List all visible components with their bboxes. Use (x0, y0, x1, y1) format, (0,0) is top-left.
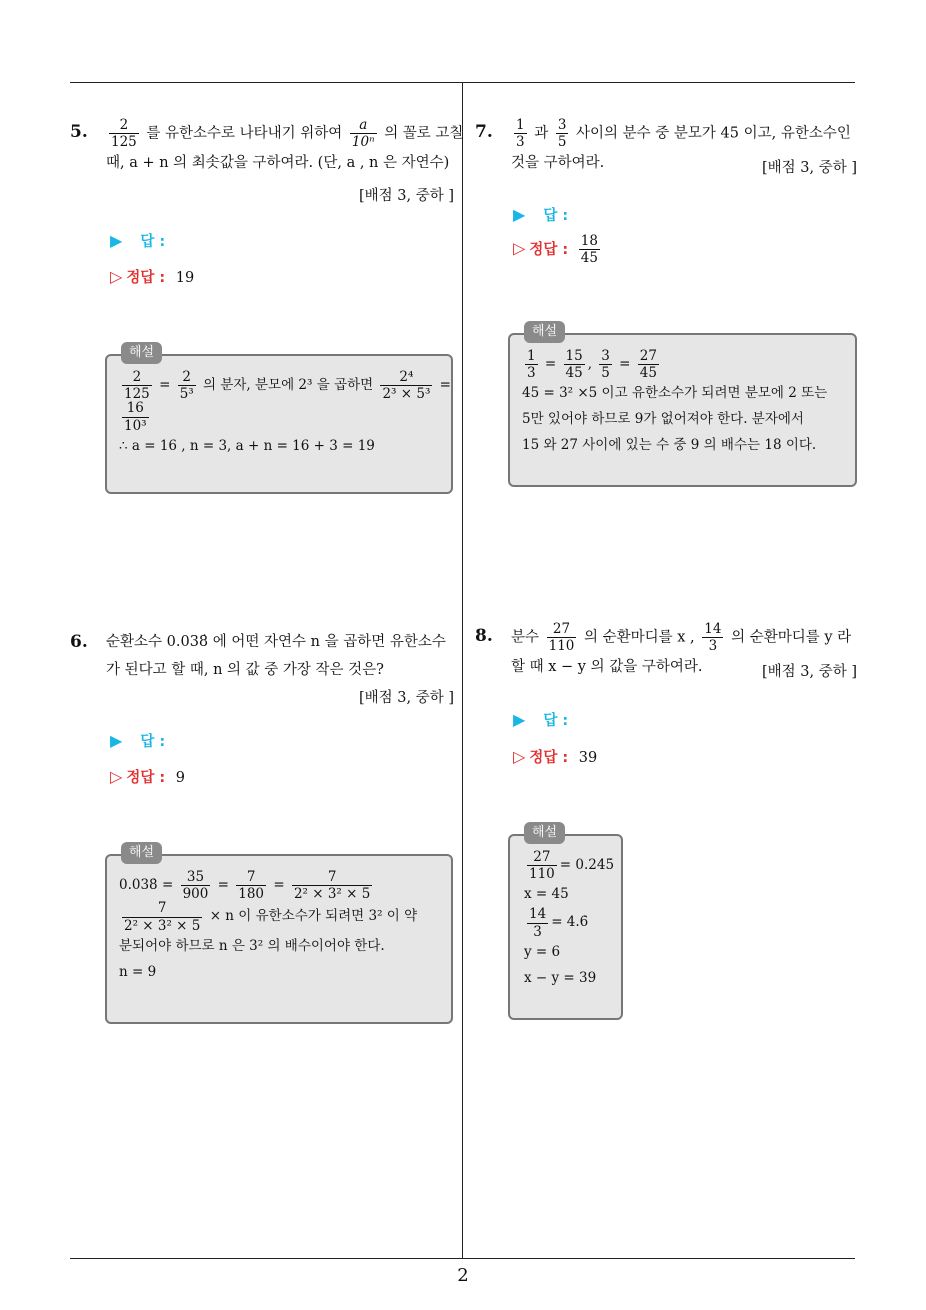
question-6 (70, 628, 454, 718)
page-number: 2 (457, 1265, 469, 1286)
answer-key-value: 9 (175, 770, 186, 786)
score-label: [배점 3, 중하 ] (358, 690, 454, 706)
play-triangle-icon: ▶ (513, 205, 526, 224)
score-label: [배점 3, 중하 ] (761, 160, 857, 176)
play-triangle-icon: ▶ (110, 731, 123, 750)
question-number: 6. (70, 632, 88, 652)
bottom-rule (70, 1258, 855, 1259)
question-text: $\frac{2}{125}$ 를 유한소수로 나타내기 위하여 $\frac{a}{\text{10ⁿ}}$ 의 꼴로 고칠 때, a + n 의 최솟값을 구하여라. (단, a , n 은 자연수) (106, 117, 464, 172)
question-number: 5. (70, 122, 88, 142)
outline-triangle-icon: ▷ (110, 267, 123, 286)
solution-box: 해설 $\frac{1}{3}$ = $\frac{15}{45}$ , $\frac{3}{5}$ = $\frac{27}{45}$ 45 = 3² ×5 이고 유한소수가 되려면 분모에 2 또는 5만 있어야 하므로 9가 없어져야 한다. 분자에서 15 와 27 사이에 있는 수 중 9 의 배수는 18 이다. (508, 333, 857, 487)
question-text: 순환소수 0.038̇ 에 어떤 자연수 n 을 곱하면 유한소수 가 된다고 할 때, n 의 값 중 가장 작은 것은? (106, 634, 446, 678)
answer-row: ▶ 답 : (513, 205, 569, 224)
outline-triangle-icon: ▷ (513, 238, 526, 258)
answer-key-value: $\frac{18}{45}$ (580, 233, 598, 267)
solution-box: 해설 $\frac{2}{125}$ = $\frac{2}{\text{5³}}$ 의 분자, 분모에 2³ 을 곱하면 $\frac{\text{2⁴}}{\text{2³ × 5³}}$ = $\frac{16}{\text{10³}}$ ∴ a = 16 , n = 3, a + n = 16 + 3 = 19 (105, 354, 453, 494)
answer-key-row: ▷ 정답 : 19 (110, 267, 195, 286)
solution-tag: 해설 (524, 822, 565, 844)
answer-key-value: 19 (175, 270, 195, 286)
question-5 (70, 117, 464, 208)
question-number: 7. (475, 122, 493, 142)
question-7 (475, 118, 857, 188)
fraction: $\frac{a}{\text{10ⁿ}}$ (351, 117, 375, 151)
score-label: [배점 3, 중하 ] (358, 188, 454, 204)
solution-tag: 해설 (121, 842, 162, 864)
solution-tag: 해설 (524, 321, 565, 343)
question-text: $\frac{1}{3}$ 과 $\frac{3}{5}$ 사이의 분수 중 분모가 45 이고, 유한소수인 것을 구하여라. (511, 117, 851, 172)
question-number: 8. (475, 626, 493, 646)
answer-key-value: 39 (578, 750, 598, 766)
play-triangle-icon: ▶ (110, 231, 123, 250)
play-triangle-icon: ▶ (513, 710, 526, 729)
answer-row: ▶ 답 : (110, 231, 166, 250)
solution-box: 해설 0.038̇ = $\frac{35}{900}$ = $\frac{7}{180}$ = $\frac{7}{\text{2² × 3² × 5}}$ $\frac{7}{\text{2² × 3² × 5}}$ × n 이 유한소수가 되려면 3² 이 약 분되어야 하므로 n 은 3² 의 배수이어야 한다. n = 9 (105, 854, 453, 1024)
outline-triangle-icon: ▷ (513, 747, 526, 766)
score-label: [배점 3, 중하 ] (761, 664, 857, 680)
question-text: 분수 $\frac{27}{110}$ 의 순환마디를 x , $\frac{14}{3}$ 의 순환마디를 y 라 할 때 x − y 의 값을 구하여라. (511, 621, 852, 676)
answer-key-row: ▷ 정답 : 39 (513, 747, 598, 766)
answer-key-row: ▷ 정답 : $\frac{18}{45}$ (513, 233, 598, 267)
answer-row: ▶ 답 : (513, 710, 569, 729)
outline-triangle-icon: ▷ (110, 767, 123, 786)
question-8 (475, 622, 857, 692)
answer-key-row: ▷ 정답 : 9 (110, 767, 186, 786)
solution-box: 해설 $\frac{27}{110}$ = 0.24̇5̇ x = 45 $\frac{14}{3}$ = 4.6̇ y = 6 x − y = 39 (508, 834, 623, 1020)
solution-tag: 해설 (121, 342, 162, 364)
answer-row: ▶ 답 : (110, 731, 166, 750)
column-divider (462, 82, 463, 1258)
fraction: $\frac{2}{125}$ (111, 117, 137, 151)
